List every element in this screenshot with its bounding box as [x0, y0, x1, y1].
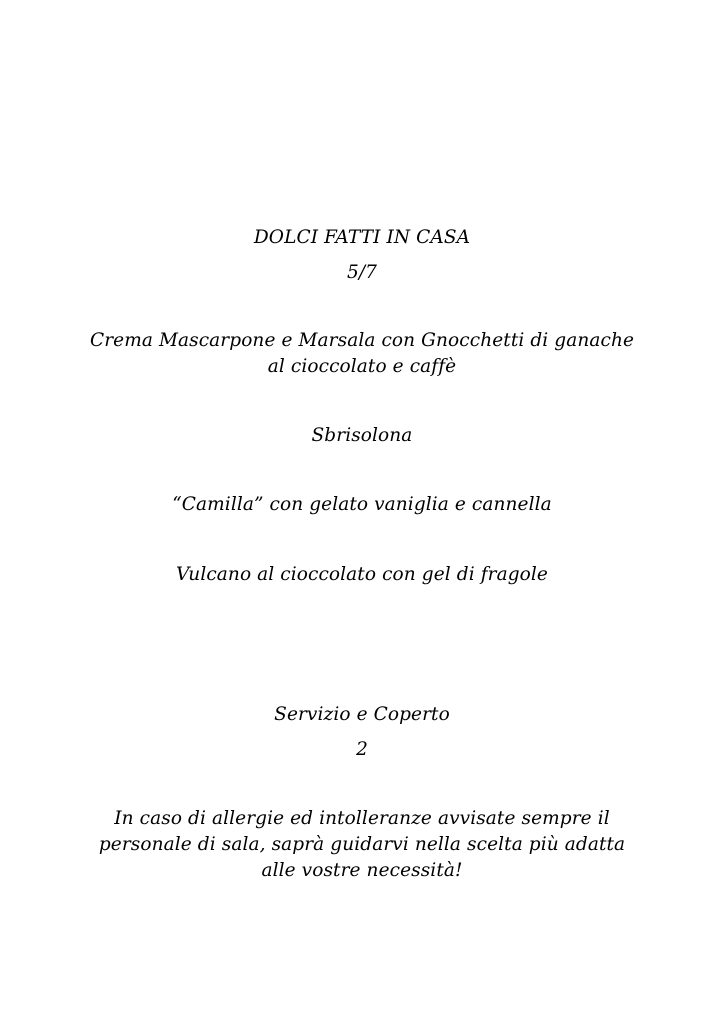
allergy-note-line: In caso di allergie ed intolleranze avvisate sempre il [114, 808, 610, 829]
section-price: 5/7 [346, 262, 378, 283]
allergy-note-line: alle vostre necessità! [261, 860, 463, 881]
allergy-note-line: personale di sala, saprà guidarvi nella scelta più adatta [98, 834, 626, 855]
section-title: DOLCI FATTI IN CASA [253, 227, 471, 248]
menu-item-camilla: “Camilla” con gelato vaniglia e cannella [172, 494, 552, 515]
service-label: Servizio e Coperto [274, 704, 450, 725]
menu-item-sbrisolona: Sbrisolona [311, 425, 413, 446]
menu-item-vulcano: Vulcano al cioccolato con gel di fragole [176, 564, 548, 585]
menu-item-line: al cioccolato e caffè [267, 356, 457, 377]
menu-item-line: Crema Mascarpone e Marsala con Gnocchetti di ganache [89, 330, 635, 351]
service-price: 2 [356, 739, 368, 760]
